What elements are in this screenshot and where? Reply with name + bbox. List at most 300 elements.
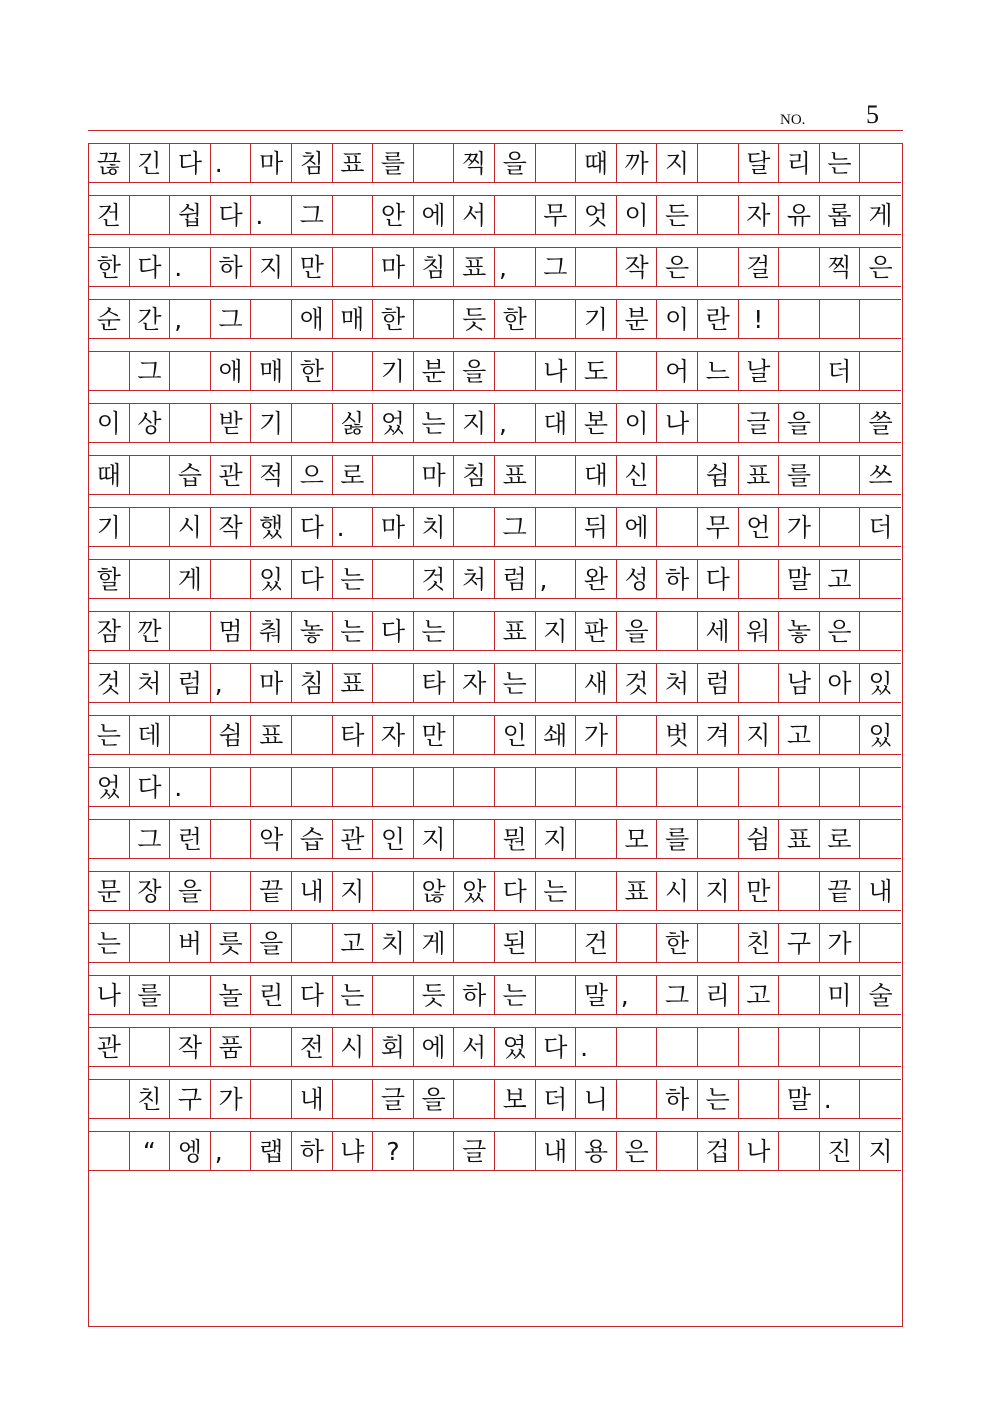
- grid-cell: [536, 976, 577, 1014]
- grid-cell: 있: [868, 720, 893, 750]
- grid-cell: 관: [211, 456, 252, 494]
- grid-cell: [860, 1028, 901, 1066]
- grid-cell: 무: [698, 508, 739, 546]
- grid-cell: 된: [495, 924, 536, 962]
- grid-cell: 를: [657, 820, 698, 858]
- grid-cell: 글: [454, 1132, 495, 1170]
- grid-row: [89, 143, 901, 183]
- grid-cell: 쉼: [739, 820, 780, 858]
- grid-cell: 장: [130, 872, 171, 910]
- grid-cell: 친: [739, 924, 780, 962]
- grid-cell: [860, 560, 901, 598]
- grid-cell: 처: [130, 664, 171, 702]
- grid-cell: [373, 664, 414, 702]
- grid-cell: 그: [130, 352, 171, 390]
- grid-cell: [860, 144, 901, 182]
- grid-cell: .: [211, 144, 252, 182]
- grid-cell: 였: [495, 1028, 536, 1066]
- grid-cell: 했: [251, 508, 292, 546]
- grid-cell: 놀: [211, 976, 252, 1014]
- grid-cell: .: [170, 248, 211, 286]
- grid-cell: 완: [576, 560, 617, 598]
- grid-cell: 시: [333, 1028, 374, 1066]
- grid-cell: 엥: [170, 1132, 211, 1170]
- grid-cell: 더: [536, 1080, 577, 1118]
- grid-cell: 것: [414, 560, 455, 598]
- grid-cell: [89, 1132, 130, 1170]
- grid-cell: 고: [779, 716, 820, 754]
- grid-cell: [617, 716, 658, 754]
- grid-cell: [211, 560, 252, 598]
- grid-cell: [657, 1132, 698, 1170]
- grid-cell: [576, 248, 617, 286]
- grid-cell: 지: [536, 612, 577, 650]
- grid-cell: [130, 508, 171, 546]
- grid-cell: 지: [657, 144, 698, 182]
- grid-cell: [576, 872, 617, 910]
- grid-cell: [820, 1028, 861, 1066]
- grid-cell: [130, 1028, 171, 1066]
- grid-cell: 다: [130, 768, 171, 806]
- grid-cell: 을: [414, 1080, 455, 1118]
- grid-cell: 는: [89, 924, 130, 962]
- grid-row: [89, 455, 901, 495]
- grid-cell: 럼: [698, 664, 739, 702]
- grid-cell: ,: [211, 664, 252, 702]
- grid-cell: 성: [617, 560, 658, 598]
- grid-cell: 까: [617, 144, 658, 182]
- grid-cell: 지: [536, 820, 577, 858]
- grid-cell: [739, 560, 780, 598]
- grid-cell: 안: [373, 196, 414, 234]
- grid-cell: 신: [617, 456, 658, 494]
- grid-cell: ?: [373, 1132, 414, 1170]
- grid-cell: 표: [454, 248, 495, 286]
- grid-cell: 는: [536, 872, 577, 910]
- grid-cell: 은: [820, 612, 861, 650]
- grid-cell: ,: [617, 976, 658, 1014]
- grid-cell: [536, 768, 577, 806]
- grid-cell: 지: [251, 248, 292, 286]
- grid-cell: 술: [868, 980, 893, 1010]
- grid-cell: [454, 716, 495, 754]
- grid-cell: 자: [739, 196, 780, 234]
- page-number-value: 5: [866, 100, 879, 129]
- grid-row: [89, 1027, 901, 1067]
- grid-cell: [454, 820, 495, 858]
- grid-cell: 나: [536, 352, 577, 390]
- grid-cell: [251, 300, 292, 338]
- grid-cell: 아: [820, 664, 861, 702]
- grid-cell: 이: [617, 196, 658, 234]
- grid-cell: 은: [868, 252, 893, 282]
- grid-row: [89, 1079, 901, 1119]
- grid-row: [89, 403, 901, 443]
- grid-cell: 무: [536, 196, 577, 234]
- grid-cell: [779, 1028, 820, 1066]
- grid-cell: 워: [739, 612, 780, 650]
- grid-cell: 표: [333, 664, 374, 702]
- grid-cell: 게: [414, 924, 455, 962]
- grid-cell: 놓: [292, 612, 333, 650]
- grid-cell: 미: [820, 976, 861, 1014]
- grid-cell: 타: [333, 716, 374, 754]
- grid-cell: 받: [211, 404, 252, 442]
- grid-cell: 있: [868, 668, 893, 698]
- grid-cell: 다: [170, 144, 211, 182]
- grid-cell: [251, 768, 292, 806]
- grid-cell: 하: [454, 976, 495, 1014]
- grid-cell: [657, 612, 698, 650]
- grid-row: [89, 663, 901, 703]
- grid-cell: [860, 352, 901, 390]
- grid-cell: 을: [170, 872, 211, 910]
- grid-cell: ,: [536, 560, 577, 598]
- grid-cell: !: [739, 300, 780, 338]
- grid-cell: [333, 1080, 374, 1118]
- grid-cell: 마: [373, 508, 414, 546]
- grid-cell: 애: [211, 352, 252, 390]
- grid-cell: 고: [333, 924, 374, 962]
- grid-cell: 표: [333, 144, 374, 182]
- grid-cell: 어: [657, 352, 698, 390]
- grid-cell: [860, 768, 901, 806]
- grid-row: [89, 715, 901, 755]
- grid-cell: 데: [130, 716, 171, 754]
- grid-cell: 마: [251, 144, 292, 182]
- manuscript-grid: [88, 143, 903, 1327]
- grid-cell: 리: [779, 144, 820, 182]
- grid-cell: 용: [576, 1132, 617, 1170]
- grid-cell: 를: [779, 456, 820, 494]
- grid-cell: 내: [536, 1132, 577, 1170]
- grid-cell: [292, 404, 333, 442]
- grid-cell: 느: [698, 352, 739, 390]
- grid-cell: ,: [211, 1132, 252, 1170]
- grid-cell: 건: [89, 196, 130, 234]
- grid-cell: 뭔: [495, 820, 536, 858]
- grid-cell: [211, 872, 252, 910]
- grid-cell: .: [333, 508, 374, 546]
- grid-cell: 모: [617, 820, 658, 858]
- grid-cell: 하: [657, 1080, 698, 1118]
- grid-cell: [617, 924, 658, 962]
- grid-cell: 기: [89, 508, 130, 546]
- grid-cell: 럼: [495, 560, 536, 598]
- grid-cell: [89, 352, 130, 390]
- grid-cell: 작: [211, 508, 252, 546]
- grid-cell: 는: [333, 976, 374, 1014]
- grid-cell: 는: [414, 612, 455, 650]
- grid-cell: 쉼: [211, 716, 252, 754]
- grid-cell: [820, 300, 861, 338]
- grid-cell: [698, 404, 739, 442]
- grid-cell: 는: [495, 664, 536, 702]
- grid-cell: [779, 1132, 820, 1170]
- grid-cell: [739, 1028, 780, 1066]
- grid-cell: 가: [820, 924, 861, 962]
- grid-cell: 가: [211, 1080, 252, 1118]
- grid-cell: 이: [617, 404, 658, 442]
- grid-cell: [495, 352, 536, 390]
- grid-cell: 다: [698, 560, 739, 598]
- grid-cell: [170, 716, 211, 754]
- grid-cell: [820, 508, 861, 546]
- grid-cell: [820, 404, 861, 442]
- grid-cell: 내: [292, 1080, 333, 1118]
- grid-cell: 표: [495, 456, 536, 494]
- grid-cell: [536, 508, 577, 546]
- grid-cell: 마: [414, 456, 455, 494]
- grid-cell: 었: [373, 404, 414, 442]
- grid-cell: [414, 144, 455, 182]
- grid-cell: [536, 300, 577, 338]
- grid-cell: [779, 976, 820, 1014]
- grid-cell: 악: [251, 820, 292, 858]
- grid-cell: 쉼: [698, 456, 739, 494]
- grid-cell: 쓰: [868, 460, 893, 490]
- grid-cell: 다: [373, 612, 414, 650]
- grid-row: [89, 767, 901, 807]
- grid-cell: 긴: [130, 144, 171, 182]
- grid-cell: 상: [130, 404, 171, 442]
- grid-cell: 이: [89, 404, 130, 442]
- grid-cell: 를: [130, 976, 171, 1014]
- grid-cell: [698, 144, 739, 182]
- grid-cell: 지: [698, 872, 739, 910]
- grid-cell: 처: [657, 664, 698, 702]
- grid-cell: 더: [820, 352, 861, 390]
- grid-cell: 더: [868, 512, 893, 542]
- grid-cell: 진: [820, 1132, 861, 1170]
- grid-cell: 글: [373, 1080, 414, 1118]
- grid-cell: 춰: [251, 612, 292, 650]
- grid-row: [89, 351, 901, 391]
- grid-cell: 다: [292, 560, 333, 598]
- grid-cell: 내: [292, 872, 333, 910]
- grid-cell: [779, 352, 820, 390]
- grid-cell: 그: [292, 196, 333, 234]
- grid-cell: 인: [373, 820, 414, 858]
- grid-cell: [617, 768, 658, 806]
- grid-cell: [170, 352, 211, 390]
- grid-cell: 분: [414, 352, 455, 390]
- grid-cell: 내: [868, 876, 893, 906]
- grid-row: [89, 975, 901, 1015]
- grid-cell: 대: [576, 456, 617, 494]
- grid-cell: 엇: [576, 196, 617, 234]
- grid-cell: 은: [617, 1132, 658, 1170]
- grid-cell: .: [820, 1080, 861, 1118]
- grid-cell: 인: [495, 716, 536, 754]
- grid-cell: 시: [170, 508, 211, 546]
- grid-cell: 지: [868, 1136, 893, 1166]
- grid-row: [89, 819, 901, 859]
- grid-cell: 만: [414, 716, 455, 754]
- grid-cell: 것: [617, 664, 658, 702]
- grid-cell: [130, 196, 171, 234]
- grid-cell: [373, 976, 414, 1014]
- grid-cell: 에: [414, 1028, 455, 1066]
- grid-cell: 보: [495, 1080, 536, 1118]
- grid-cell: 런: [170, 820, 211, 858]
- grid-cell: 을: [495, 144, 536, 182]
- grid-cell: 적: [251, 456, 292, 494]
- grid-cell: 처: [454, 560, 495, 598]
- grid-cell: 관: [89, 1028, 130, 1066]
- grid-cell: [333, 352, 374, 390]
- grid-row: [89, 1131, 901, 1171]
- grid-cell: 린: [251, 976, 292, 1014]
- grid-cell: [89, 820, 130, 858]
- grid-cell: [130, 560, 171, 598]
- grid-cell: 자: [454, 664, 495, 702]
- grid-cell: [576, 768, 617, 806]
- grid-cell: [251, 1028, 292, 1066]
- grid-cell: 매: [333, 300, 374, 338]
- grid-cell: 않: [414, 872, 455, 910]
- grid-cell: 버: [170, 924, 211, 962]
- grid-cell: [576, 820, 617, 858]
- grid-cell: 으: [292, 456, 333, 494]
- grid-cell: [860, 820, 901, 858]
- grid-cell: 싫: [333, 404, 374, 442]
- grid-cell: [739, 768, 780, 806]
- grid-cell: 뒤: [576, 508, 617, 546]
- grid-cell: 간: [130, 300, 171, 338]
- grid-cell: 가: [779, 508, 820, 546]
- grid-cell: [779, 872, 820, 910]
- grid-cell: [860, 1080, 901, 1118]
- grid-cell: 구: [170, 1080, 211, 1118]
- grid-cell: 었: [89, 768, 130, 806]
- grid-cell: 치: [373, 924, 414, 962]
- grid-cell: 품: [211, 1028, 252, 1066]
- grid-cell: 표: [495, 612, 536, 650]
- grid-cell: 다: [292, 976, 333, 1014]
- grid-cell: 습: [170, 456, 211, 494]
- grid-cell: 본: [576, 404, 617, 442]
- grid-cell: 관: [333, 820, 374, 858]
- grid-cell: 듯: [414, 976, 455, 1014]
- grid-cell: [89, 1080, 130, 1118]
- grid-row: [89, 871, 901, 911]
- grid-cell: [820, 716, 861, 754]
- grid-cell: [698, 820, 739, 858]
- grid-cell: 리: [698, 976, 739, 1014]
- grid-cell: [211, 820, 252, 858]
- grid-cell: [454, 768, 495, 806]
- grid-cell: [739, 664, 780, 702]
- grid-cell: 지: [739, 716, 780, 754]
- grid-cell: 그: [657, 976, 698, 1014]
- grid-cell: 벗: [657, 716, 698, 754]
- grid-cell: 언: [739, 508, 780, 546]
- grid-cell: [657, 1028, 698, 1066]
- grid-cell: 한: [657, 924, 698, 962]
- grid-cell: 끝: [251, 872, 292, 910]
- grid-cell: [495, 196, 536, 234]
- grid-cell: 에: [414, 196, 455, 234]
- grid-cell: 다: [130, 248, 171, 286]
- grid-cell: 다: [292, 508, 333, 546]
- grid-cell: [698, 248, 739, 286]
- grid-cell: 는: [414, 404, 455, 442]
- grid-cell: 한: [495, 300, 536, 338]
- grid-cell: 기: [251, 404, 292, 442]
- grid-cell: 란: [698, 300, 739, 338]
- grid-cell: [617, 1080, 658, 1118]
- grid-cell: 애: [292, 300, 333, 338]
- grid-cell: 한: [89, 248, 130, 286]
- grid-cell: 잠: [89, 612, 130, 650]
- grid-cell: 찍: [454, 144, 495, 182]
- grid-cell: 시: [657, 872, 698, 910]
- grid-cell: 타: [414, 664, 455, 702]
- grid-cell: 침: [292, 144, 333, 182]
- grid-cell: .: [251, 196, 292, 234]
- grid-cell: 고: [739, 976, 780, 1014]
- grid-cell: 럼: [170, 664, 211, 702]
- grid-cell: 는: [333, 612, 374, 650]
- grid-cell: 그: [495, 508, 536, 546]
- grid-cell: 를: [373, 144, 414, 182]
- grid-cell: 는: [333, 560, 374, 598]
- grid-cell: [617, 1028, 658, 1066]
- grid-cell: 쓸: [868, 408, 893, 438]
- grid-cell: 고: [820, 560, 861, 598]
- grid-cell: 매: [251, 352, 292, 390]
- grid-cell: 놓: [779, 612, 820, 650]
- grid-cell: 작: [170, 1028, 211, 1066]
- grid-cell: [130, 924, 171, 962]
- grid-cell: 것: [89, 664, 130, 702]
- grid-cell: [211, 768, 252, 806]
- grid-cell: 나: [657, 404, 698, 442]
- grid-cell: [698, 1028, 739, 1066]
- page-number-block: [760, 100, 903, 130]
- grid-cell: [454, 508, 495, 546]
- grid-row: [89, 299, 901, 339]
- grid-cell: 침: [454, 456, 495, 494]
- grid-cell: 건: [576, 924, 617, 962]
- grid-cell: 는: [495, 976, 536, 1014]
- grid-cell: [414, 1132, 455, 1170]
- grid-cell: [698, 196, 739, 234]
- grid-cell: 유: [779, 196, 820, 234]
- grid-cell: 표: [251, 716, 292, 754]
- grid-cell: 게: [868, 200, 893, 230]
- grid-cell: 마: [251, 664, 292, 702]
- grid-cell: 는: [820, 144, 861, 182]
- grid-cell: .: [170, 768, 211, 806]
- grid-cell: [170, 612, 211, 650]
- grid-cell: [739, 1080, 780, 1118]
- grid-cell: 전: [292, 1028, 333, 1066]
- grid-cell: 날: [739, 352, 780, 390]
- grid-cell: 니: [576, 1080, 617, 1118]
- grid-cell: 게: [170, 560, 211, 598]
- grid-cell: 가: [576, 716, 617, 754]
- grid-cell: 을: [251, 924, 292, 962]
- grid-cell: [820, 456, 861, 494]
- grid-cell: 겨: [698, 716, 739, 754]
- grid-cell: 기: [373, 352, 414, 390]
- grid-cell: [657, 508, 698, 546]
- grid-cell: 구: [779, 924, 820, 962]
- grid-cell: 글: [739, 404, 780, 442]
- grid-cell: 다: [495, 872, 536, 910]
